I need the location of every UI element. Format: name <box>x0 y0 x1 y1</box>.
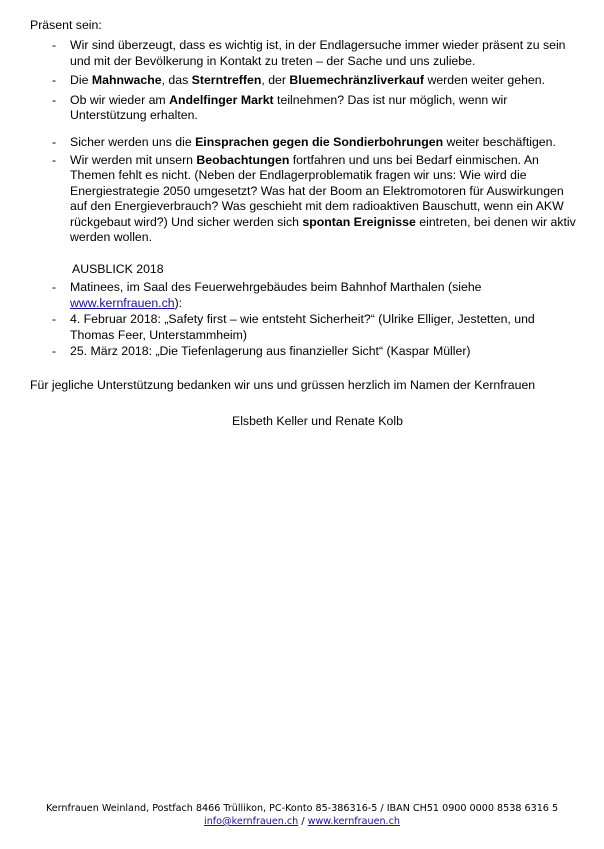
text-segment: Matinees, im Saal des Feuerwehrgebäudes beim Bahnhof Marthalen (siehe <box>70 280 482 294</box>
text-segment: , das <box>161 73 192 87</box>
bold-text: Sterntreffen <box>191 73 262 87</box>
dash-bullet: - <box>52 92 57 107</box>
text-segment: werden weiter gehen. <box>424 73 546 87</box>
bold-text: Mahnwache <box>91 73 162 87</box>
dash-bullet: - <box>52 280 57 294</box>
list-item <box>0 280 604 311</box>
list-item <box>0 312 604 343</box>
text-segment: Wir sind überzeugt, dass es wichtig ist, in der Endlagersuche immer wieder präsent zu sein und mit der Bevölkerung in Kontakt zu treten – der Sache und uns zuliebe. <box>70 38 566 68</box>
dash-bullet: - <box>52 73 57 87</box>
ausblick-heading: AUSBLICK 2018 <box>72 262 164 276</box>
section-heading: Präsent sein: <box>30 18 102 32</box>
text-segment: Ob wir wieder am <box>70 92 170 107</box>
text-segment: Sicher werden uns die <box>70 135 196 149</box>
list-item <box>0 344 604 360</box>
ausblick-list <box>0 280 604 361</box>
footer-separator: / <box>298 816 308 827</box>
list-item <box>0 153 604 246</box>
text-segment: teilnehmen? Das ist nur möglich, wenn wir Unterstützung erhalten. <box>70 92 508 122</box>
text-segment: 4. Februar 2018: „Safety first – wie entsteht Sicherheit?“ (Ulrike Elliger, Jestetten, und Thomas Feer, Unterstammheim) <box>70 312 535 342</box>
activities-list <box>0 135 604 248</box>
bold-text: spontan Ereignisse <box>302 214 416 229</box>
bold-text: Bluemechränzliverkauf <box>289 73 425 87</box>
dash-bullet: - <box>52 152 57 167</box>
text-segment: Wir werden mit unsern <box>70 152 197 167</box>
list-item <box>0 38 604 69</box>
text-segment: fortfahren und uns bei Bedarf einmischen. An Themen fehlt es nicht. (Neben der Endlagerproblematik fragen wir uns: Wie wird die Energiestrategie 2050 umgesetzt? Was hat der Boom an Elektromotoren für Auswirkungen auf den Energieverbrauch? Was geschieht mit dem radioaktiven Bauschutt, wenn ein AKW rückgebaut wird?) Und sicher werden sich <box>70 152 564 229</box>
list-item <box>0 135 604 151</box>
text-segment: weiter beschäftigen. <box>443 135 556 149</box>
closing-text: Für jegliche Unterstützung bedanken wir uns und grüssen herzlich im Namen der Kernfrauen <box>30 378 536 392</box>
footer <box>0 802 604 828</box>
website-link[interactable]: www.kernfrauen.ch <box>70 295 175 310</box>
bold-text: Einsprachen gegen die Sondierbohrungen <box>195 135 444 149</box>
text-segment: Die <box>70 73 92 87</box>
bold-text: Beobachtungen <box>196 152 290 167</box>
footer-address: Kernfrauen Weinland, Postfach 8466 Trüllikon, PC-Konto 85-386316-5 / IBAN CH51 0900 0000 8538 6316 5 <box>45 803 559 814</box>
footer-links <box>0 815 604 828</box>
dash-bullet: - <box>52 312 57 326</box>
dash-bullet: - <box>52 344 57 358</box>
text-segment: eintreten, bei denen wir aktiv werden wollen. <box>70 214 576 244</box>
list-item <box>0 73 604 89</box>
bold-text: Andelfinger Markt <box>169 92 274 107</box>
signature: Elsbeth Keller und Renate Kolb <box>232 414 403 428</box>
dash-bullet: - <box>52 38 57 52</box>
footer-email-link[interactable]: info@kernfrauen.ch <box>204 816 299 827</box>
text-segment: 25. März 2018: „Die Tiefenlagerung aus finanzieller Sicht“ (Kaspar Müller) <box>70 344 471 358</box>
dash-bullet: - <box>52 135 57 149</box>
text-segment: ): <box>174 295 183 310</box>
praesent-list <box>0 38 604 128</box>
list-item <box>0 93 604 124</box>
text-segment: , der <box>261 73 290 87</box>
footer-website-link[interactable]: www.kernfrauen.ch <box>307 816 400 827</box>
